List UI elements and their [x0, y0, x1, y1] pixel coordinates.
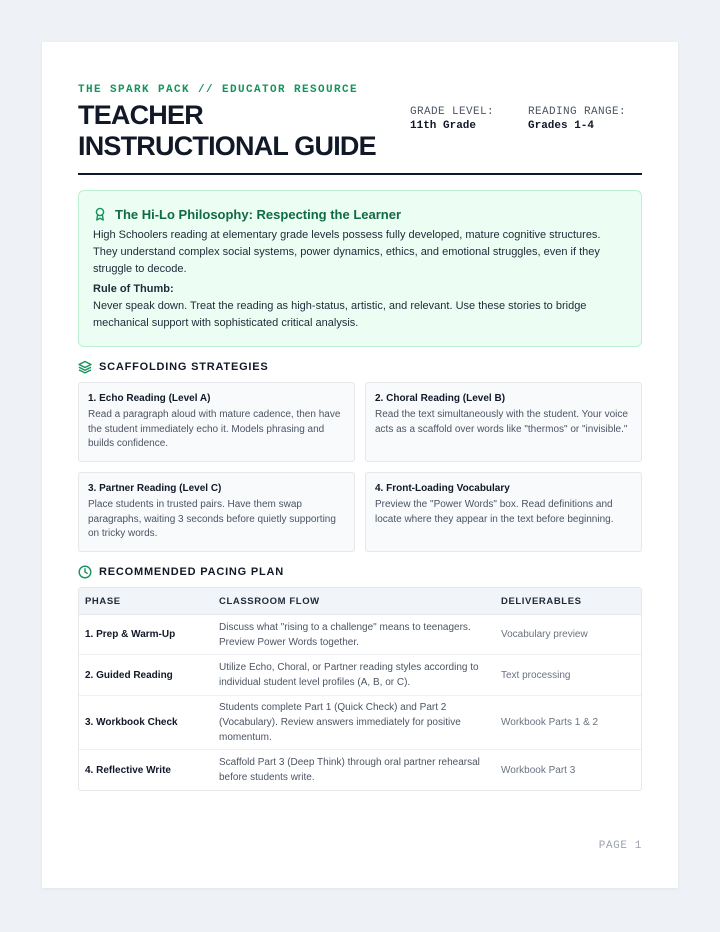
table-row: [79, 655, 641, 696]
pacing-table: [78, 587, 642, 791]
deliverable-cell: Workbook Part 3: [501, 764, 576, 776]
eyebrow: THE SPARK PACK // EDUCATOR RESOURCE: [78, 84, 359, 96]
column-header-deliverables: DELIVERABLES: [501, 595, 582, 607]
column-header-phase: PHASE: [85, 595, 121, 607]
flow-cell: Scaffold Part 3 (Deep Think) through oral partner rehearsal before students write.: [219, 757, 480, 783]
flow-cell: Students complete Part 1 (Quick Check) and Part 2 (Vocabulary). Review answers immediately for positive momentum.: [219, 702, 461, 743]
page-number: PAGE 1: [598, 840, 642, 852]
strategy-title: 1. Echo Reading (Level A): [88, 393, 211, 404]
header-divider: [78, 173, 642, 175]
phase-cell: 3. Workbook Check: [85, 717, 178, 728]
strategy-card: [365, 472, 642, 552]
phase-cell: 1. Prep & Warm-Up: [85, 629, 176, 640]
deliverable-cell: Vocabulary preview: [501, 629, 588, 640]
strategy-card: [78, 472, 355, 552]
reading-range-label: READING RANGE:: [528, 106, 627, 118]
scaffolding-heading: [78, 360, 269, 374]
strategy-body: Preview the "Power Words" box. Read definitions and locate where they appear in the text before beginning.: [375, 499, 614, 525]
column-header-flow: CLASSROOM FLOW: [219, 595, 320, 607]
grade-level: [410, 106, 494, 132]
clock-icon: [78, 565, 92, 579]
strategy-title: 3. Partner Reading (Level C): [88, 483, 222, 494]
flow-cell: Discuss what "rising to a challenge" means to teenagers. Preview Power Words together.: [219, 621, 471, 648]
flow-cell: Utilize Echo, Choral, or Partner reading styles according to individual student level profiles (A, B, or C).: [219, 662, 479, 688]
rule-of-thumb-text: Never speak down. Treat the reading as high-status, artistic, and relevant. Use these stories to bridge mechanical support with sophisticated critical analysis.: [93, 300, 587, 329]
grade-level-label: GRADE LEVEL:: [410, 106, 495, 118]
table-header: [79, 588, 641, 615]
strategy-title: 4. Front-Loading Vocabulary: [375, 483, 510, 494]
table-row: [79, 696, 641, 750]
page-title: TEACHER INSTRUCTIONAL GUIDE: [78, 100, 376, 161]
award-ribbon-icon: [93, 207, 107, 221]
philosophy-panel: [78, 190, 642, 347]
philosophy-title: The Hi-Lo Philosophy: Respecting the Learner: [115, 206, 402, 222]
rule-of-thumb-label: Rule of Thumb:: [93, 283, 174, 295]
table-row: [79, 750, 641, 790]
philosophy-body: High Schoolers reading at elementary grade levels possess fully developed, mature cognitive structures. They understand complex social systems, power dynamics, ethics, and emotional struggles, even if they struggle to decode.: [93, 229, 601, 275]
strategy-title: 2. Choral Reading (Level B): [375, 393, 506, 404]
strategy-card: [78, 382, 355, 462]
deliverable-cell: Text processing: [501, 669, 571, 681]
strategy-body: Read the text simultaneously with the student. Your voice acts as a scaffold over words like "thermos" or "invisible.": [375, 409, 628, 435]
pacing-heading: [78, 565, 284, 579]
phase-cell: 4. Reflective Write: [85, 764, 171, 776]
phase-cell: 2. Guided Reading: [85, 669, 173, 681]
table-row: [79, 615, 641, 655]
strategy-card: [365, 382, 642, 462]
deliverable-cell: Workbook Parts 1 & 2: [501, 717, 599, 728]
strategy-body: Read a paragraph aloud with mature cadence, then have the student immediately echo it. Models phrasing and builds confidence.: [88, 409, 341, 449]
scaffolding-heading-text: SCAFFOLDING STRATEGIES: [99, 361, 269, 373]
strategy-body: Place students in trusted pairs. Have them swap paragraphs, waiting 3 seconds before quietly supporting on tricky words.: [88, 499, 336, 539]
pacing-heading-text: RECOMMENDED PACING PLAN: [99, 566, 285, 578]
grade-level-value: 11th Grade: [410, 120, 477, 132]
layers-icon: [78, 360, 92, 374]
document-page: [42, 42, 678, 888]
reading-range-value: Grades 1-4: [528, 120, 595, 132]
reading-range: [528, 106, 626, 132]
